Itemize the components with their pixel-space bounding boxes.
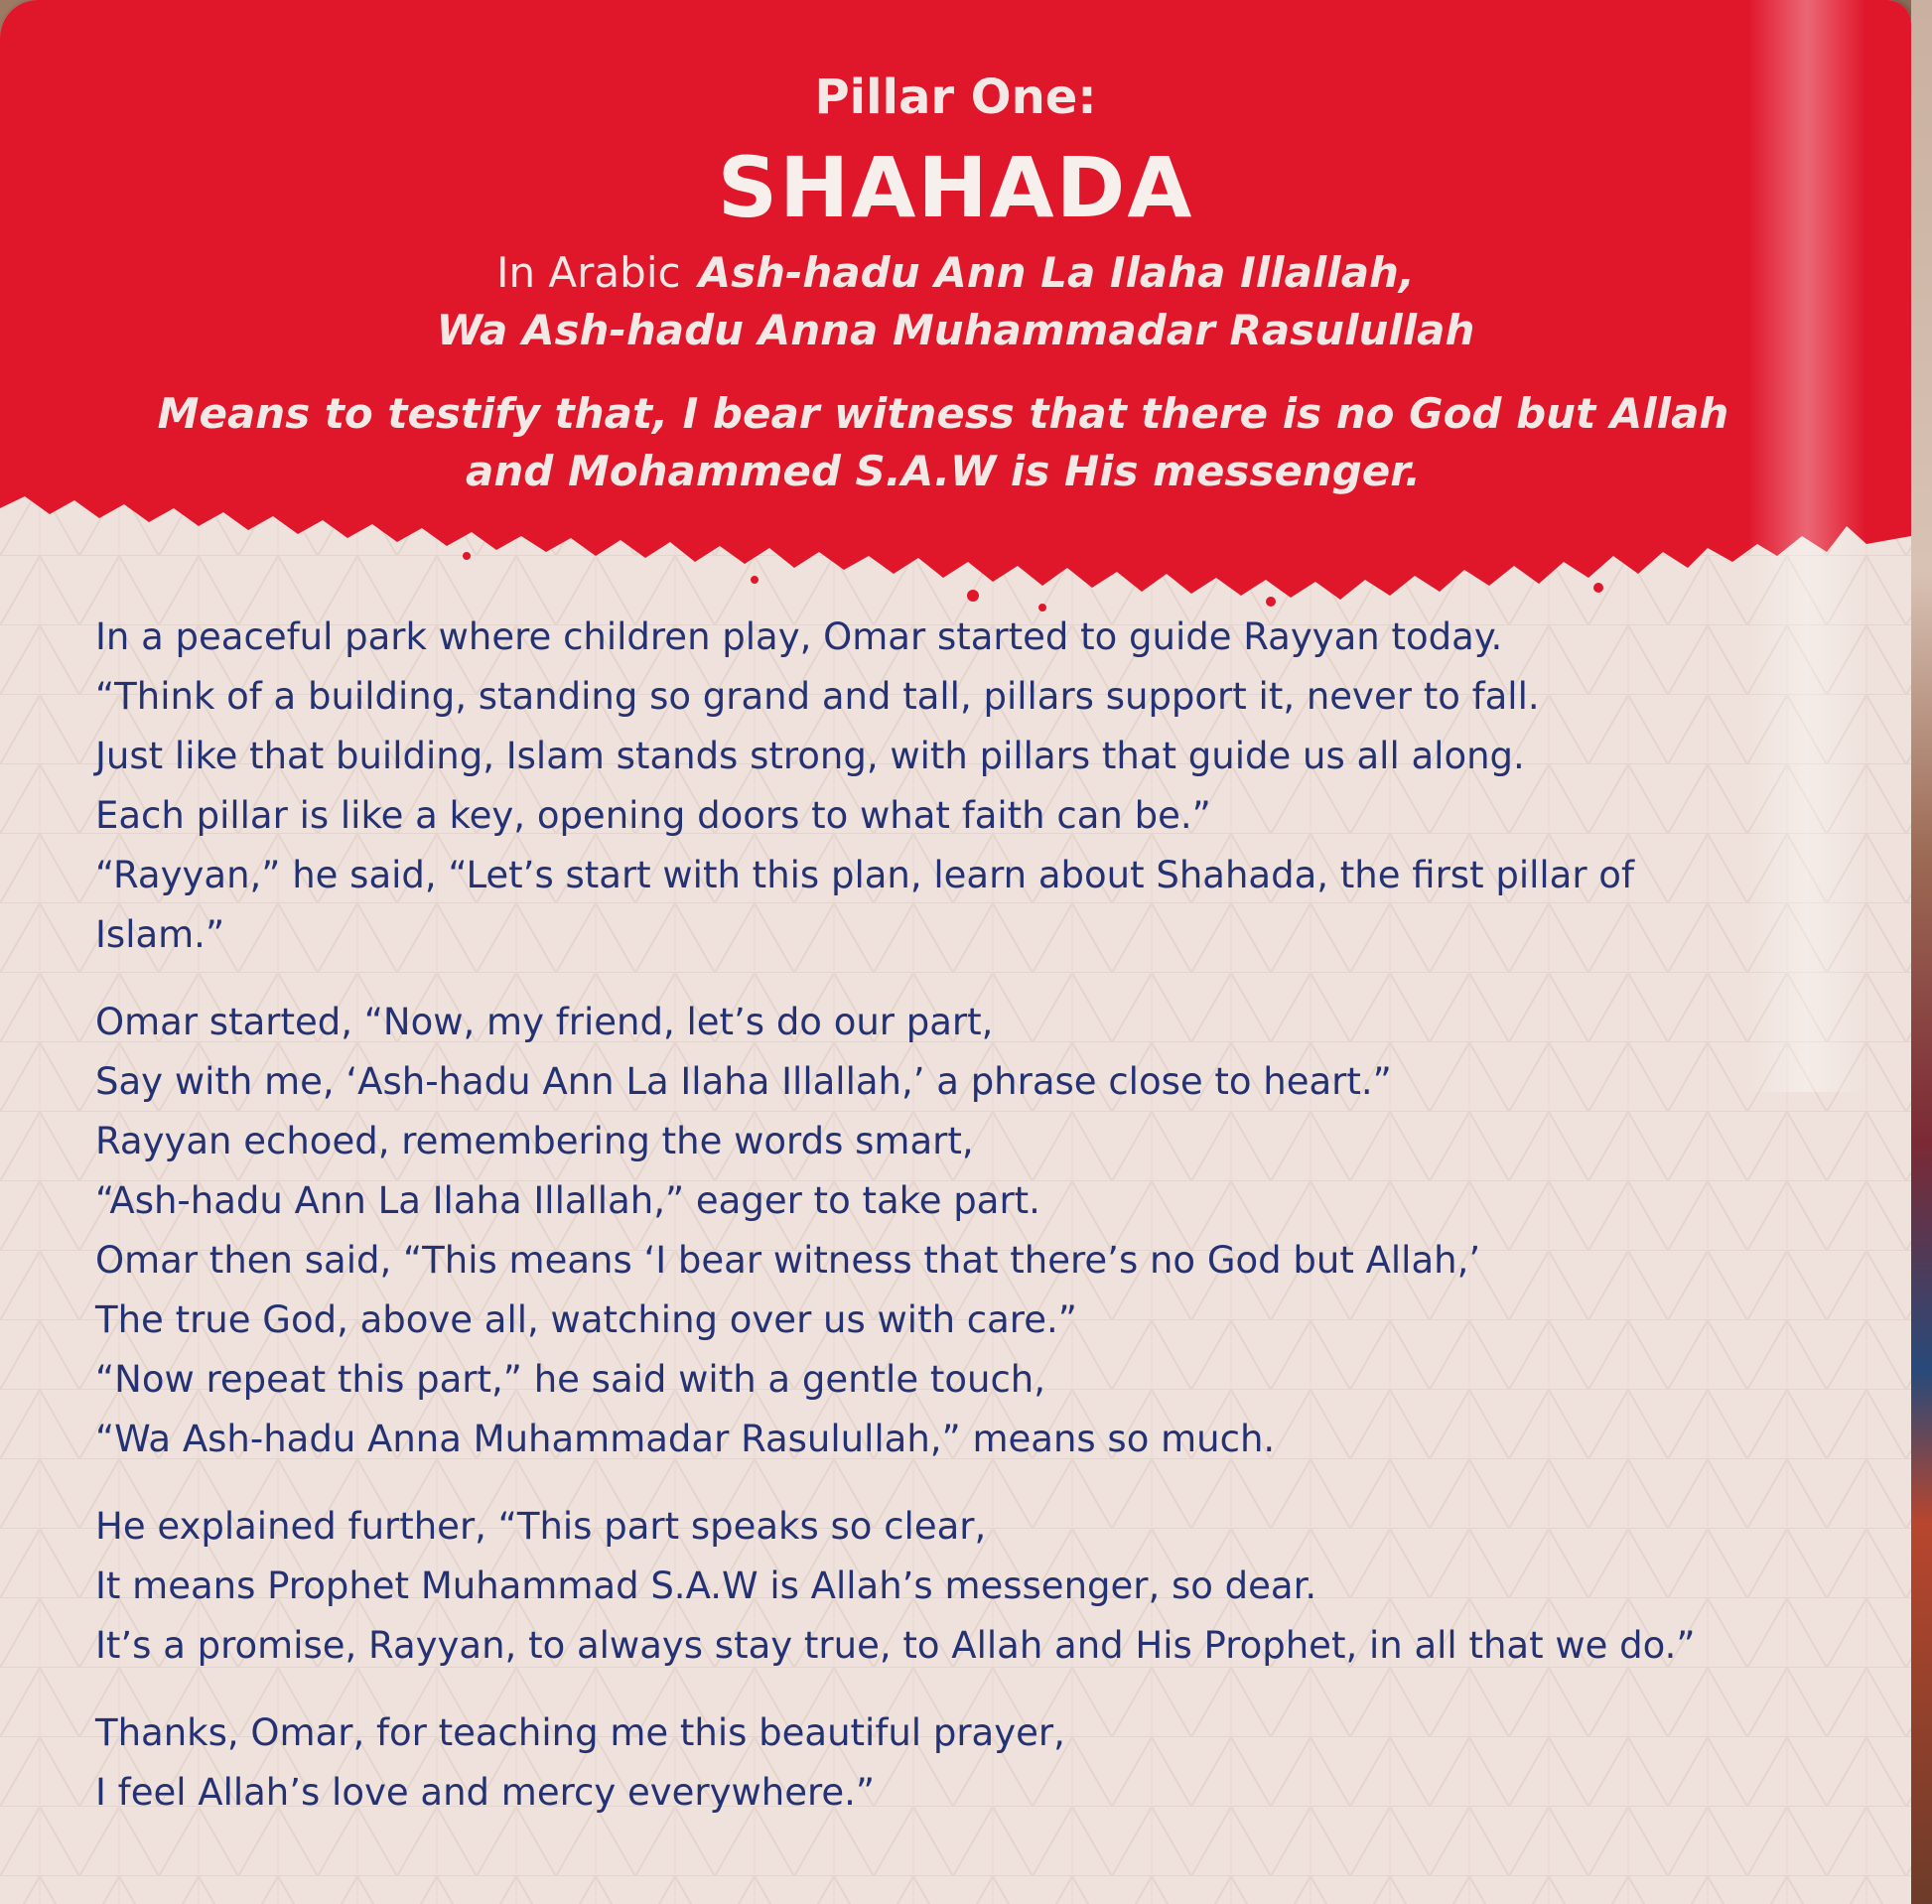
header-banner	[0, 0, 1911, 615]
pillar-label: Pillar One:	[814, 69, 1097, 125]
poem-line: It means Prophet Muhammad S.A.W is Allah’s messenger, so dear.	[95, 1564, 1317, 1607]
poem-line: “Ash-hadu Ann La Ilaha Illallah,” eager to take part.	[95, 1179, 1040, 1222]
poem-line: Islam.”	[95, 913, 225, 956]
poem-line: “Wa Ash-hadu Anna Muhammadar Rasulullah,” means so much.	[95, 1418, 1276, 1460]
poem-line: Omar then said, “This means ‘I bear witness that there’s no God but Allah,’	[95, 1239, 1481, 1282]
stanza-3	[95, 1497, 1882, 1676]
poem-line: Each pillar is like a key, opening doors to what faith can be.”	[95, 794, 1211, 837]
meaning-text: Means to testify that, I bear witness that there is no God but Allah and Mohammed S.A.W is His messenger.	[157, 389, 1729, 495]
poem-line: He explained further, “This part speaks so clear,	[95, 1505, 987, 1548]
arabic-line-1	[0, 248, 1911, 297]
page-title: SHAHADA	[717, 139, 1194, 236]
book-spine-edge	[1911, 0, 1932, 1904]
poem-line: It’s a promise, Rayyan, to always stay true, to Allah and His Prophet, in all that we do.”	[95, 1624, 1696, 1667]
arabic-phrase-2: Wa Ash-hadu Anna Muhammadar Rasulullah	[436, 306, 1475, 354]
stanza-4	[95, 1703, 1882, 1823]
stanza-1	[95, 608, 1882, 965]
poem-line: “Now repeat this part,” he said with a gentle touch,	[95, 1358, 1046, 1401]
poem-line: In a peaceful park where children play, Omar started to guide Rayyan today.	[95, 615, 1503, 658]
poem-line: Omar started, “Now, my friend, let’s do our part,	[95, 1001, 994, 1043]
arabic-phrase-1: Ash-hadu Ann La Ilaha Illallah,	[698, 248, 1415, 297]
poem-line: Rayyan echoed, remembering the words smart,	[95, 1120, 974, 1162]
arabic-prefix: In Arabic	[496, 248, 681, 297]
poem-line: “Think of a building, standing so grand and tall, pillars support it, never to fall.	[95, 675, 1540, 718]
poem-line: Just like that building, Islam stands strong, with pillars that guide us all along.	[95, 735, 1525, 777]
poem-line: I feel Allah’s love and mercy everywhere.”	[95, 1771, 876, 1814]
stanza-2	[95, 993, 1882, 1469]
poem-line: Thanks, Omar, for teaching me this beautiful prayer,	[95, 1711, 1065, 1754]
poem-line: The true God, above all, watching over us with care.”	[95, 1298, 1077, 1341]
poem-line: “Rayyan,” he said, “Let’s start with this plan, learn about Shahada, the first pillar of	[95, 854, 1634, 896]
poem-body	[95, 608, 1882, 1823]
poem-line: Say with me, ‘Ash-hadu Ann La Ilaha Illallah,’ a phrase close to heart.”	[95, 1060, 1392, 1103]
